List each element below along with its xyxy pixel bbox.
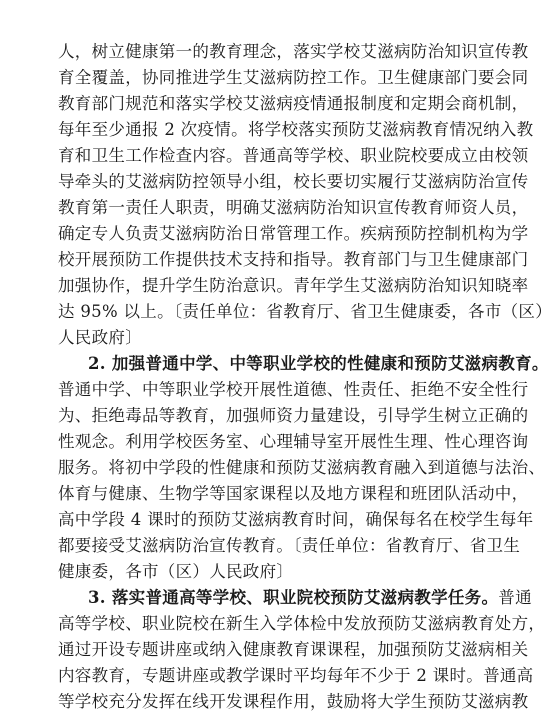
text-line: 普通中学、中等职业学校开展性道德、性责任、拒绝不安全性行 xyxy=(58,380,529,399)
text-line: 每年至少通报 2 次疫情。将学校落实预防艾滋病教育情况纳入教 xyxy=(58,120,534,139)
text-line: 内容教育，专题讲座或教学课时平均每年不少于 2 课时。普通高 xyxy=(58,666,534,685)
section-heading-3-line xyxy=(58,585,532,611)
text-line: 教育部门规范和落实学校艾滋病疫情通报制度和定期会商机制， xyxy=(58,94,529,113)
text-line: 性观念。利用学校医务室、心理辅导室开展性生理、性心理咨询 xyxy=(58,432,529,451)
document-page xyxy=(58,0,552,715)
text-line: 导牵头的艾滋病防控领导小组，校长要切实履行艾滋病防治宣传 xyxy=(58,172,529,191)
text-line: 都要接受艾滋病防治宣传教育。〔责任单位：省教育厅、省卫生 xyxy=(58,536,521,555)
text-line: 通过开设专题讲座或纳入健康教育课课程，加强预防艾滋病相关 xyxy=(58,640,529,659)
text-line: 育全覆盖，协同推进学生艾滋病防控工作。卫生健康部门要会同 xyxy=(58,68,529,87)
paragraph-3 xyxy=(58,611,546,715)
text-line: 确定专人负责艾滋病防治日常管理工作。疾病预防控制机构为学 xyxy=(58,224,529,243)
text-line: 高中学段 4 课时的预防艾滋病教育时间，确保每名在校学生每年 xyxy=(58,510,534,529)
text-line: 校开展预防工作提供技术支持和指导。教育部门与卫生健康部门 xyxy=(58,250,529,269)
text-line: 人，树立健康第一的教育理念，落实学校艾滋病防治知识宣传教 xyxy=(58,42,529,61)
text-line: 体育与健康、生物学等国家课程以及地方课程和班团队活动中， xyxy=(58,484,529,503)
text-line: 加强协作，提升学生防治意识。青年学生艾滋病防治知识知晓率 xyxy=(58,276,529,295)
text-line: 等学校充分发挥在线开发课程作用，鼓励将大学生预防艾滋病教 xyxy=(58,692,529,711)
paragraph-1 xyxy=(58,39,552,351)
text-line: 教育第一责任人职责，明确艾滋病防治知识宣传教育师资人员， xyxy=(58,198,529,217)
text-line: 人民政府〕 xyxy=(58,328,142,347)
section-heading-2: 2. 加强普通中学、中等职业学校的性健康和预防艾滋病教育。 xyxy=(88,354,549,373)
text-line: 服务。将初中学段的性健康和预防艾滋病教育融入到道德与法治、 xyxy=(58,458,546,477)
text-line: 健康委，各市（区）人民政府〕 xyxy=(58,562,294,581)
paragraph-2 xyxy=(58,377,546,585)
text-line: 为、拒绝毒品等教育，加强师资力量建设，引导学生树立正确的 xyxy=(58,406,529,425)
section-heading-3: 3. 落实普通高等学校、职业院校预防艾滋病教学任务。 xyxy=(88,588,499,607)
text-line: 高等学校、职业院校在新生入学体检中发放预防艾滋病教育处方， xyxy=(58,614,546,633)
text-line: 育和卫生工作检查内容。普通高等学校、职业院校要成立由校领 xyxy=(58,146,529,165)
text-line: 达 95% 以上。〔责任单位：省教育厅、省卫生健康委，各市（区） xyxy=(58,302,552,321)
section-3-lead-text: 普通 xyxy=(498,588,532,607)
